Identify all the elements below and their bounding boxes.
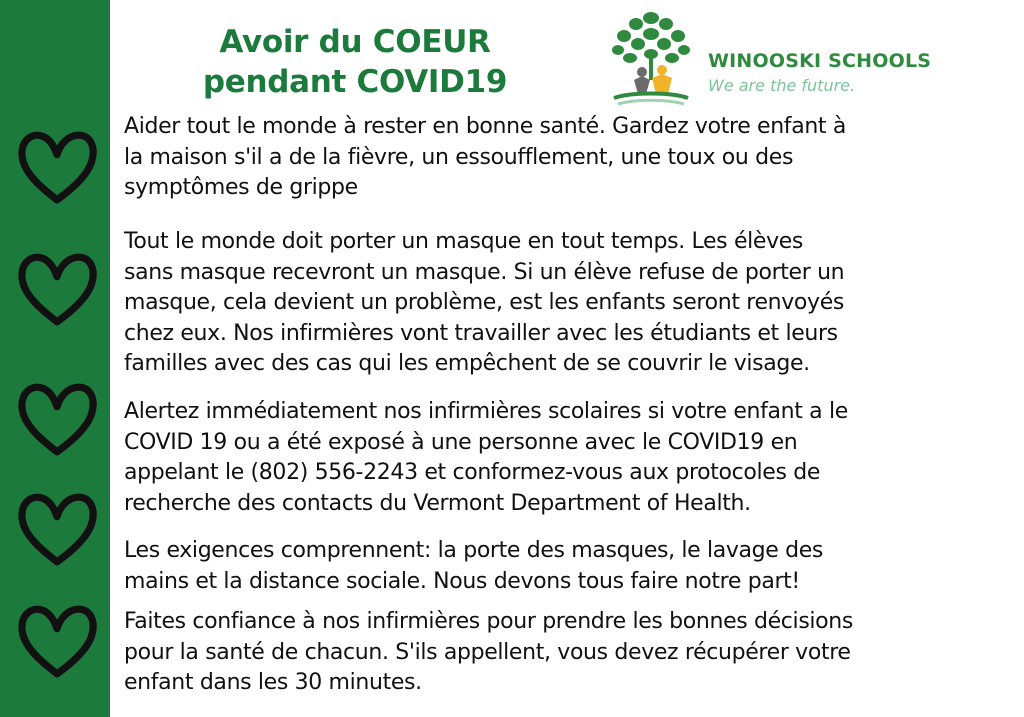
text-line: enfant dans les 30 minutes. xyxy=(124,670,422,695)
text-line: familles avec des cas qui les empêchent de se couvrir le visage. xyxy=(124,351,810,376)
heart-icon xyxy=(16,128,98,206)
text-line: Aider tout le monde à rester en bonne santé. Gardez votre enfant à xyxy=(124,114,846,139)
text-line: chez eux. Nos infirmières vont travailler avec les étudiants et leurs xyxy=(124,320,838,346)
logo-name: WINOOSKI SCHOOLS xyxy=(708,50,932,72)
heart-icon xyxy=(16,380,98,458)
paragraph-alert-nurses xyxy=(124,397,1014,519)
winooski-schools-logo xyxy=(600,10,950,110)
text-line: masque, cela devient un problème, est les enfants seront renvoyés xyxy=(124,290,844,315)
heart-icon xyxy=(16,250,98,328)
page-title xyxy=(170,22,540,102)
text-line: appelant le (802) 556-2243 et conformez-vous aux protocoles de xyxy=(124,460,821,485)
paragraph-requirements xyxy=(124,536,1014,597)
text-line: Tout le monde doit porter un masque en tout temps. Les élèves xyxy=(124,229,804,254)
paragraph-trust-nurses xyxy=(124,607,1014,699)
text-line: sans masque recevront un masque. Si un élève refuse de porter un xyxy=(124,259,845,285)
title-line: pendant COVID19 xyxy=(202,64,508,100)
text-line: mains et la distance sociale. Nous devons tous faire notre part! xyxy=(124,568,800,594)
text-line: la maison s'il a de la fièvre, un essoufflement, une toux ou des xyxy=(124,144,794,170)
heart-icon xyxy=(16,490,98,568)
paragraph-symptoms xyxy=(124,112,1014,204)
text-line: Les exigences comprennent: la porte des masques, le lavage des xyxy=(124,538,824,563)
paragraph-masks xyxy=(124,227,1014,380)
title-line: Avoir du COEUR xyxy=(219,24,491,60)
text-line: Alertez immédiatement nos infirmières scolaires si votre enfant a le xyxy=(124,399,848,424)
text-line: pour la santé de chacun. S'ils appellent, vous devez récupérer votre xyxy=(124,639,851,665)
text-line: Faites confiance à nos infirmières pour prendre les bonnes décisions xyxy=(124,609,854,634)
logo-tagline: We are the future. xyxy=(708,76,856,95)
text-line: symptômes de grippe xyxy=(124,175,358,200)
tree-logo-icon xyxy=(606,10,696,108)
text-line: COVID 19 ou a été exposé à une personne avec le COVID19 en xyxy=(124,429,798,455)
green-sidebar xyxy=(0,0,110,717)
heart-icon xyxy=(16,602,98,680)
text-line: recherche des contacts du Vermont Department of Health. xyxy=(124,490,751,516)
